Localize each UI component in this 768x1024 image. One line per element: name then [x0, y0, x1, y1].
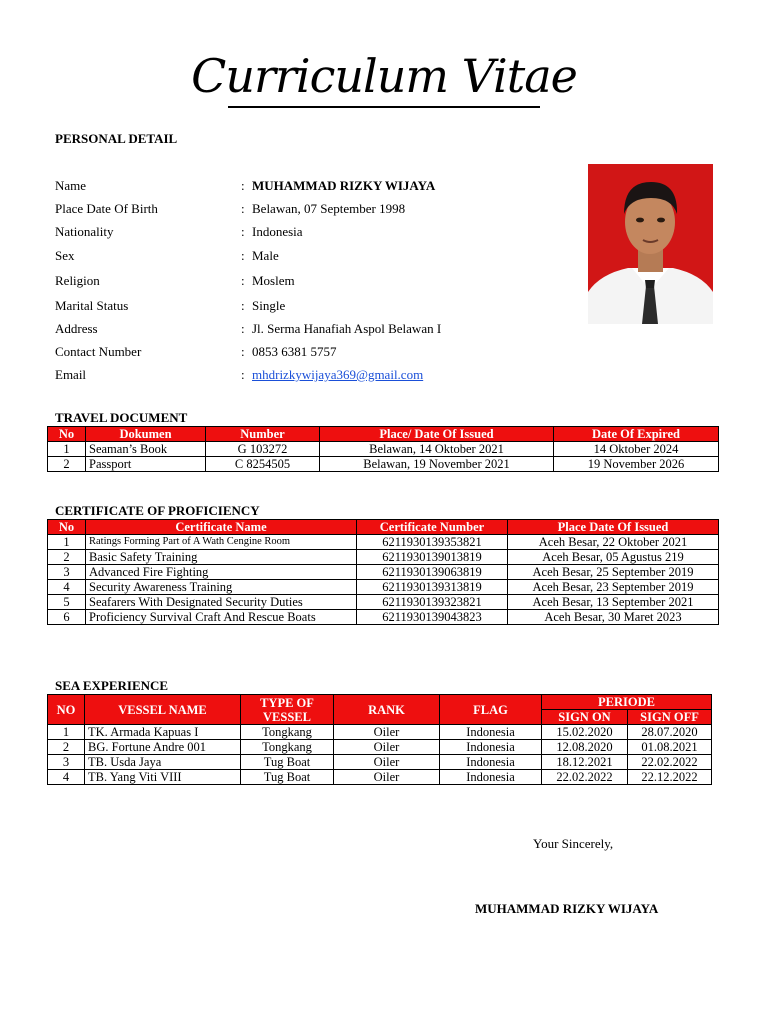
personal-label: Religion: [55, 273, 100, 288]
table-row: [48, 755, 712, 770]
table-cell: 1: [48, 725, 85, 740]
table-cell: Security Awareness Training: [86, 580, 357, 595]
personal-value: Single: [252, 298, 286, 313]
col-header: Certificate Number: [357, 520, 508, 535]
table-cell: Ratings Forming Part of A Wath Cengine Room: [86, 535, 357, 550]
table-cell: 6211930139043823: [357, 610, 508, 625]
col-header-no: NO: [48, 695, 85, 725]
table-cell: 6211930139323821: [357, 595, 508, 610]
table-cell: Indonesia: [440, 740, 542, 755]
table-cell: Aceh Besar, 30 Maret 2023: [508, 610, 719, 625]
personal-colon: :: [241, 344, 245, 359]
personal-label: Address: [55, 321, 98, 336]
personal-label: Nationality: [55, 224, 114, 239]
personal-colon: :: [241, 273, 245, 288]
table-cell: 4: [48, 580, 86, 595]
signature-name: MUHAMMAD RIZKY WIJAYA: [475, 901, 659, 916]
table-cell: Indonesia: [440, 770, 542, 785]
personal-colon: :: [241, 321, 245, 336]
table-row: [48, 565, 719, 580]
table-cell: Aceh Besar, 23 September 2019: [508, 580, 719, 595]
table-cell: TB. Yang Viti VIII: [85, 770, 241, 785]
table-row: [48, 770, 712, 785]
personal-row: [55, 366, 423, 384]
table-cell: 12.08.2020: [542, 740, 628, 755]
table-cell: 6211930139353821: [357, 535, 508, 550]
table-cell: Belawan, 14 Oktober 2021: [320, 442, 554, 457]
personal-value: MUHAMMAD RIZKY WIJAYA: [252, 178, 436, 193]
personal-colon: :: [241, 248, 245, 263]
table-cell: Aceh Besar, 13 September 2021: [508, 595, 719, 610]
table-cell: TB. Usda Jaya: [85, 755, 241, 770]
table-cell: 2: [48, 550, 86, 565]
table-row: [48, 442, 719, 457]
table-cell: 1: [48, 442, 86, 457]
personal-row: [55, 247, 279, 265]
table-cell: 6: [48, 610, 86, 625]
table-cell: Proficiency Survival Craft And Rescue Boats: [86, 610, 357, 625]
table-row: [48, 550, 719, 565]
col-header: Place/ Date Of Issued: [320, 427, 554, 442]
col-header: Date Of Expired: [554, 427, 719, 442]
table-row: [48, 535, 719, 550]
table-cell: 4: [48, 770, 85, 785]
table-cell: 22.02.2022: [542, 770, 628, 785]
table-cell: Oiler: [334, 740, 440, 755]
personal-label: Sex: [55, 248, 75, 263]
table-cell: 22.12.2022: [628, 770, 712, 785]
table-cell: Oiler: [334, 770, 440, 785]
travel-document-heading: TRAVEL DOCUMENT: [55, 410, 188, 425]
col-header: Number: [206, 427, 320, 442]
personal-colon: :: [241, 201, 245, 216]
personal-label: Marital Status: [55, 298, 129, 313]
personal-value: Moslem: [252, 273, 295, 288]
personal-row: [55, 272, 295, 290]
table-row: [48, 595, 719, 610]
table-cell: 01.08.2021: [628, 740, 712, 755]
table-cell: Seaman’s Book: [86, 442, 206, 457]
personal-colon: :: [241, 367, 245, 382]
table-cell: Aceh Besar, 25 September 2019: [508, 565, 719, 580]
table-cell: 6211930139013819: [357, 550, 508, 565]
personal-row: [55, 343, 337, 361]
closing-greeting: Your Sincerely,: [533, 836, 614, 851]
personal-row: [55, 177, 435, 195]
table-cell: 22.02.2022: [628, 755, 712, 770]
table-cell: G 103272: [206, 442, 320, 457]
table-row: [48, 580, 719, 595]
personal-detail-heading: PERSONAL DETAIL: [55, 131, 178, 146]
table-cell: BG. Fortune Andre 001: [85, 740, 241, 755]
col-header-periode: PERIODE: [542, 695, 712, 710]
table-cell: Tongkang: [241, 740, 334, 755]
table-cell: 2: [48, 740, 85, 755]
sea-experience-heading: SEA EXPERIENCE: [55, 678, 169, 693]
col-header-rank: RANK: [334, 695, 440, 725]
col-header: No: [48, 520, 86, 535]
table-cell: Tongkang: [241, 725, 334, 740]
col-header: No: [48, 427, 86, 442]
personal-label: Name: [55, 178, 87, 193]
personal-label: Contact Number: [55, 344, 142, 359]
email-link[interactable]: mhdrizkywijaya369@gmail.com: [252, 367, 424, 382]
title-underline: [228, 106, 540, 108]
personal-value: Jl. Serma Hanafiah Aspol Belawan I: [252, 321, 442, 336]
table-row: [48, 725, 712, 740]
col-header-sign-off: SIGN OFF: [628, 710, 712, 725]
personal-row: [55, 320, 441, 338]
table-cell: 3: [48, 565, 86, 580]
document-title: Curriculum Vitae: [191, 49, 577, 103]
col-header-type: TYPE OF VESSEL: [241, 695, 334, 725]
table-cell: Tug Boat: [241, 755, 334, 770]
table-row: [48, 457, 719, 472]
table-row: [48, 610, 719, 625]
col-header-flag: FLAG: [440, 695, 542, 725]
personal-colon: :: [241, 224, 245, 239]
travel-document-table: [47, 426, 719, 472]
personal-row: [55, 200, 405, 218]
table-cell: Belawan, 19 November 2021: [320, 457, 554, 472]
col-header-sign-on: SIGN ON: [542, 710, 628, 725]
personal-value: Male: [252, 248, 279, 263]
table-row: [48, 740, 712, 755]
personal-colon: :: [241, 178, 245, 193]
personal-colon: :: [241, 298, 245, 313]
sea-experience-table: [47, 694, 712, 785]
personal-label: Email: [55, 367, 87, 382]
table-cell: Tug Boat: [241, 770, 334, 785]
personal-value: 0853 6381 5757: [252, 344, 337, 359]
table-cell: C 8254505: [206, 457, 320, 472]
personal-row: [55, 223, 303, 241]
certificate-table: [47, 519, 719, 625]
profile-photo: [588, 164, 713, 324]
table-cell: Passport: [86, 457, 206, 472]
table-cell: 5: [48, 595, 86, 610]
personal-row: [55, 297, 285, 315]
table-cell: 3: [48, 755, 85, 770]
col-header-vessel: VESSEL NAME: [85, 695, 241, 725]
table-cell: Advanced Fire Fighting: [86, 565, 357, 580]
table-cell: 18.12.2021: [542, 755, 628, 770]
table-cell: 2: [48, 457, 86, 472]
col-header: Certificate Name: [86, 520, 357, 535]
table-cell: TK. Armada Kapuas I: [85, 725, 241, 740]
table-cell: Seafarers With Designated Security Duties: [86, 595, 357, 610]
table-cell: Oiler: [334, 725, 440, 740]
col-header: Place Date Of Issued: [508, 520, 719, 535]
personal-label: Place Date Of Birth: [55, 201, 158, 216]
table-cell: Oiler: [334, 755, 440, 770]
personal-value: Belawan, 07 September 1998: [252, 201, 406, 216]
table-cell: 6211930139063819: [357, 565, 508, 580]
table-cell: Indonesia: [440, 725, 542, 740]
table-cell: 15.02.2020: [542, 725, 628, 740]
table-cell: 6211930139313819: [357, 580, 508, 595]
table-cell: 1: [48, 535, 86, 550]
table-cell: 28.07.2020: [628, 725, 712, 740]
table-cell: Indonesia: [440, 755, 542, 770]
personal-value: Indonesia: [252, 224, 303, 239]
col-header: Dokumen: [86, 427, 206, 442]
table-cell: Basic Safety Training: [86, 550, 357, 565]
table-cell: Aceh Besar, 05 Agustus 219: [508, 550, 719, 565]
certificate-heading: CERTIFICATE OF PROFICIENCY: [55, 503, 260, 518]
table-cell: 19 November 2026: [554, 457, 719, 472]
table-cell: 14 Oktober 2024: [554, 442, 719, 457]
table-cell: Aceh Besar, 22 Oktober 2021: [508, 535, 719, 550]
